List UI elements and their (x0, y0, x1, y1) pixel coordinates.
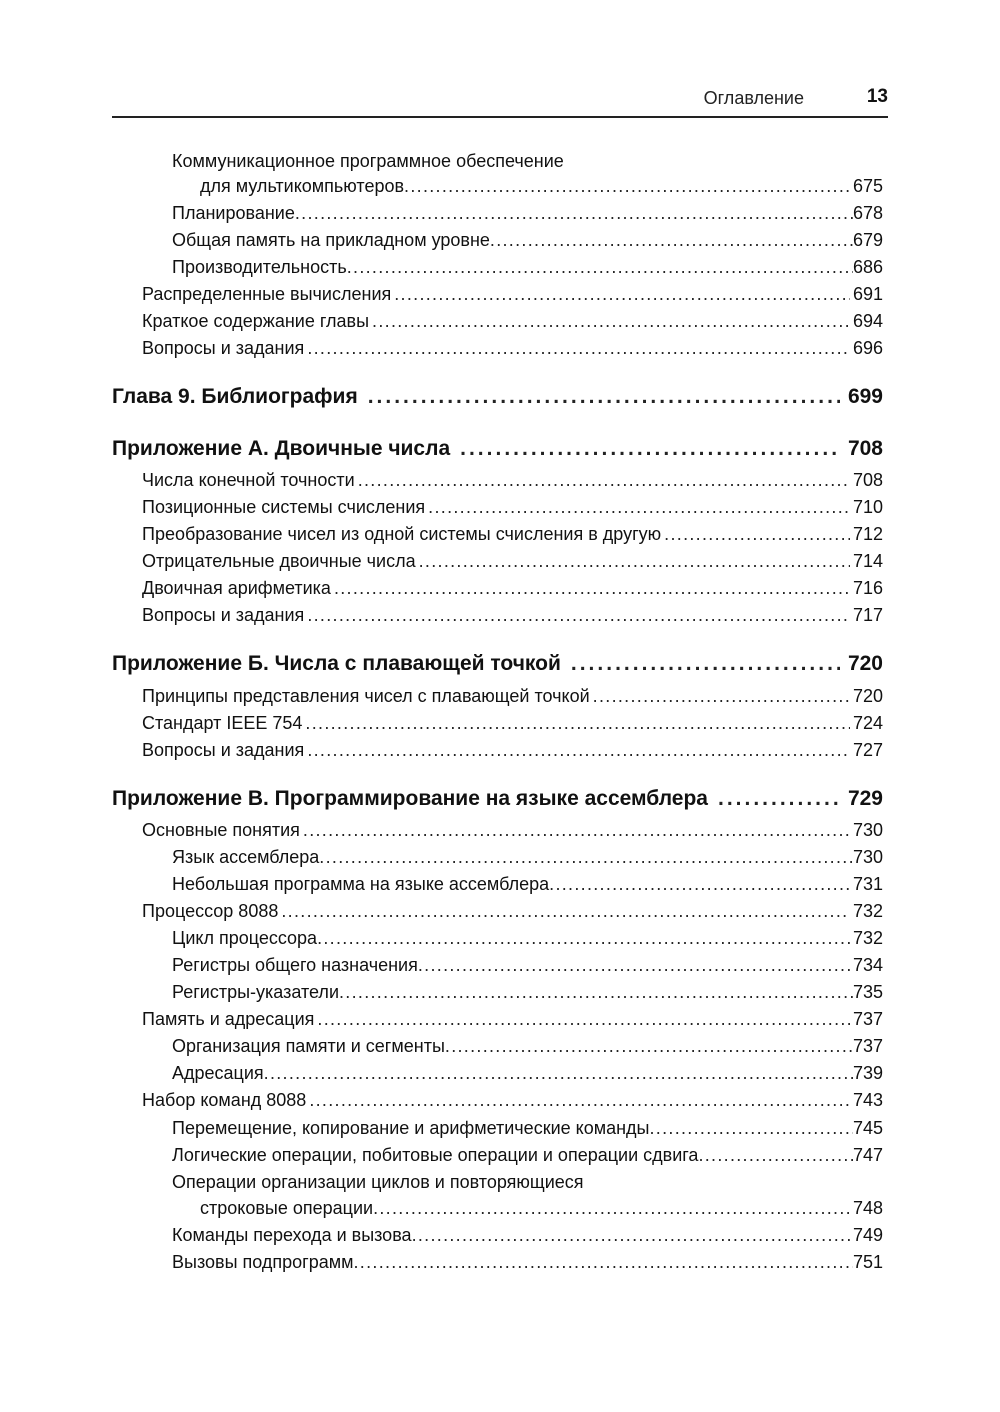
toc-leader-dots (373, 1197, 853, 1219)
toc-entry-page: 735 (852, 982, 883, 1002)
toc-entry-page: 691 (852, 284, 883, 304)
toc-entry[interactable] (172, 229, 883, 251)
toc-entry-label: для мультикомпьютеров (200, 176, 405, 196)
toc-entry-label: Числа конечной точности (142, 470, 355, 490)
toc-entry-page: 675 (852, 176, 883, 196)
toc-entry-label: Вопросы и задания (142, 605, 305, 625)
toc-entry[interactable] (142, 496, 883, 518)
toc-entry-label-line1: Операции организации циклов и повторяющиеся (172, 1172, 584, 1192)
toc-chapter-label: Приложение Б. Числа с плавающей точкой (112, 652, 561, 675)
toc-entry-page: 710 (852, 497, 883, 517)
toc-leader-dots (593, 685, 850, 707)
toc-entry-page: 724 (852, 713, 883, 733)
toc-leader-dots (490, 229, 853, 251)
toc-chapter-entry[interactable] (112, 436, 883, 462)
running-header (112, 84, 888, 114)
toc-leader-dots (353, 1251, 852, 1273)
toc-entry-label: Позиционные системы счисления (142, 497, 426, 517)
toc-entry-label: Отрицательные двоичные числа (142, 551, 416, 571)
toc-entry[interactable] (200, 1197, 883, 1219)
toc-chapter-page: 708 (847, 437, 883, 460)
toc-entry[interactable] (142, 310, 883, 332)
toc-entry-page: 743 (852, 1090, 883, 1110)
toc-entry-label: Память и адресация (142, 1009, 315, 1029)
toc-entry[interactable] (172, 1251, 883, 1273)
toc-entry-label: строковые операции (200, 1198, 374, 1218)
toc-entry[interactable] (142, 1089, 883, 1111)
toc-entry[interactable] (142, 1008, 883, 1030)
toc-entry-label: Перемещение, копирование и арифметические команды (172, 1118, 650, 1138)
toc-entry-label: Цикл процессора (172, 928, 318, 948)
toc-entry-page: 739 (852, 1063, 883, 1083)
toc-leader-dots (718, 786, 840, 812)
toc-entry-label: Небольшая программа на языке ассемблера (172, 874, 550, 894)
toc-entry[interactable] (142, 685, 883, 707)
toc-leader-dots (445, 1035, 853, 1057)
toc-entry[interactable] (172, 1224, 883, 1246)
toc-entry-label: Двоичная арифметика (142, 578, 331, 598)
toc-entry-page: 714 (852, 551, 883, 571)
toc-leader-dots (571, 651, 840, 677)
toc-entry-label: Распределенные вычисления (142, 284, 392, 304)
toc-leader-dots (368, 384, 840, 410)
toc-entry-label: Основные понятия (142, 820, 300, 840)
toc-entry-page: 732 (852, 928, 883, 948)
toc-leader-dots (307, 739, 850, 761)
toc-entry-page: 717 (852, 605, 883, 625)
toc-leader-dots (412, 1224, 853, 1246)
toc-entry-label: Стандарт IEEE 754 (142, 713, 303, 733)
toc-entry-label: Адресация (172, 1063, 264, 1083)
toc-leader-dots (305, 712, 850, 734)
toc-entry-page: 737 (852, 1036, 883, 1056)
toc-chapter-entry[interactable] (112, 384, 883, 410)
toc-entry[interactable] (142, 469, 883, 491)
toc-leader-dots (307, 337, 850, 359)
toc-leader-dots (347, 256, 853, 278)
toc-leader-dots (264, 1062, 853, 1084)
toc-entry[interactable] (172, 1035, 883, 1057)
toc-leader-dots (358, 469, 850, 491)
toc-chapter-page: 720 (847, 652, 883, 675)
toc-entry-label: Регистры общего назначения (172, 955, 418, 975)
toc-entry[interactable] (172, 1117, 883, 1139)
toc-entry-page: 708 (852, 470, 883, 490)
toc-leader-dots (460, 436, 840, 462)
toc-entry[interactable] (142, 712, 883, 734)
toc-entry-label: Производительность (172, 257, 347, 277)
toc-entry[interactable] (172, 954, 883, 976)
toc-entry[interactable] (172, 981, 883, 1003)
toc-leader-dots (394, 283, 850, 305)
toc-entry-page: 745 (852, 1118, 883, 1138)
toc-leader-dots (317, 1008, 850, 1030)
toc-entry[interactable] (142, 283, 883, 305)
toc-entry-page: 731 (852, 874, 883, 894)
toc-entry[interactable] (142, 523, 883, 545)
header-rule (112, 116, 888, 118)
toc-entry[interactable] (172, 873, 883, 895)
toc-entry-label: Вопросы и задания (142, 740, 305, 760)
toc-leader-dots (549, 873, 853, 895)
toc-leader-dots (372, 310, 850, 332)
toc-chapter-page: 699 (847, 385, 883, 408)
toc-entry-page: 730 (852, 847, 883, 867)
toc-entry-label: Процессор 8088 (142, 901, 279, 921)
toc-entry[interactable] (142, 550, 883, 572)
toc-entry-label: Преобразование чисел из одной системы счисления в другую (142, 524, 662, 544)
toc-entry-label: Вызовы подпрограмм (172, 1252, 354, 1272)
toc-leader-dots (334, 577, 850, 599)
toc-entry-page: 748 (852, 1198, 883, 1218)
toc-leader-dots (339, 981, 853, 1003)
toc-entry[interactable] (142, 337, 883, 359)
toc-entry-label: Команды перехода и вызова (172, 1225, 412, 1245)
toc-leader-dots (319, 846, 853, 868)
toc-entry[interactable] (200, 175, 883, 197)
toc-chapter-page: 729 (847, 787, 883, 810)
toc-leader-dots (307, 604, 850, 626)
header-page-number: 13 (866, 86, 888, 107)
toc-entry-page: 678 (852, 203, 883, 223)
toc-entry-page: 749 (852, 1225, 883, 1245)
toc-chapter-label: Глава 9. Библиография (112, 385, 358, 408)
toc-leader-dots (317, 927, 853, 949)
toc-leader-dots (428, 496, 850, 518)
header-title: Оглавление (703, 88, 804, 108)
toc-entry-label: Краткое содержание главы (142, 311, 370, 331)
toc-entry[interactable] (172, 846, 883, 868)
toc-entry-label: Вопросы и задания (142, 338, 305, 358)
toc-entry[interactable] (142, 819, 883, 841)
toc-entry-page: 727 (852, 740, 883, 760)
toc-leader-dots (295, 202, 853, 224)
toc-entry-page: 751 (852, 1252, 883, 1272)
toc-entry-page: 730 (852, 820, 883, 840)
toc-entry-page: 696 (852, 338, 883, 358)
toc-entry-label-line1: Коммуникационное программное обеспечение (172, 151, 564, 171)
toc-entry-label: Общая память на прикладном уровне (172, 230, 490, 250)
toc-entry[interactable] (142, 900, 883, 922)
toc-entry[interactable] (172, 202, 883, 224)
toc-leader-dots (418, 954, 853, 976)
toc-leader-dots (419, 550, 850, 572)
toc-entry-page: 737 (852, 1009, 883, 1029)
toc-entry-page: 694 (852, 311, 883, 331)
toc-chapter-label: Приложение А. Двоичные числа (112, 437, 451, 460)
toc-entry-label: Логические операции, побитовые операции и операции сдвига (172, 1145, 699, 1165)
toc-leader-dots (309, 1089, 850, 1111)
toc-entry-label: Организация памяти и сегменты (172, 1036, 445, 1056)
toc-chapter-entry[interactable] (112, 651, 883, 677)
toc-entry[interactable] (172, 1062, 883, 1084)
toc-entry[interactable] (142, 577, 883, 599)
toc-entry-label: Язык ассемблера (172, 847, 320, 867)
toc-chapter-label: Приложение В. Программирование на языке ассемблера (112, 787, 708, 810)
toc-leader-dots (404, 175, 853, 197)
toc-leader-dots (698, 1144, 853, 1166)
toc-entry-page: 712 (852, 524, 883, 544)
toc-entry-label: Планирование (172, 203, 295, 223)
toc-entry-page: 686 (852, 257, 883, 277)
toc-entry-label: Набор команд 8088 (142, 1090, 307, 1110)
toc-leader-dots (649, 1117, 852, 1139)
toc-entry-page: 716 (852, 578, 883, 598)
toc-entry-label: Регистры-указатели (172, 982, 339, 1002)
toc-entry[interactable] (142, 739, 883, 761)
toc-entry-page: 679 (852, 230, 883, 250)
toc-entry-label: Принципы представления чисел с плавающей точкой (142, 686, 590, 706)
toc-entry-page: 720 (852, 686, 883, 706)
toc-entry-page: 747 (852, 1145, 883, 1165)
toc-entry-page: 732 (852, 901, 883, 921)
toc-entry[interactable] (172, 256, 883, 278)
toc-leader-dots (281, 900, 850, 922)
toc-leader-dots (664, 523, 850, 545)
toc-entry[interactable] (172, 927, 883, 949)
toc-entry[interactable] (172, 1144, 883, 1166)
toc-leader-dots (303, 819, 850, 841)
toc-chapter-entry[interactable] (112, 786, 883, 812)
toc-entry[interactable] (142, 604, 883, 626)
toc-entry-page: 734 (852, 955, 883, 975)
